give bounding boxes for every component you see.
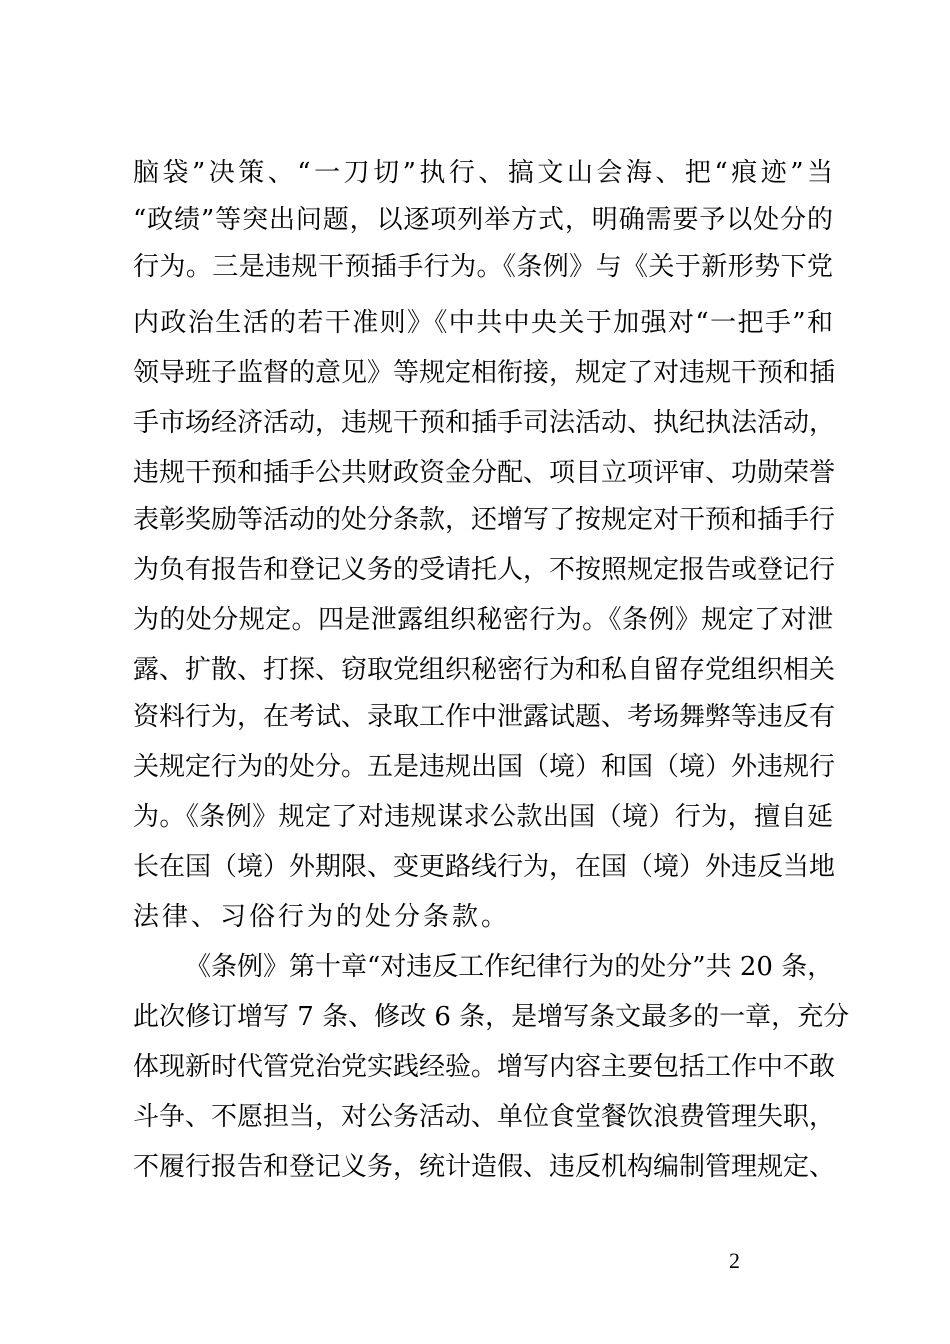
text-line: 脑袋”决策、“一刀切”执行、搞文山会海、把“痕迹”当 — [133, 158, 833, 188]
text-line: 行为。三是违规干预插手行为。《条例》与《关于新形势下党 — [133, 252, 833, 282]
text-line: 为的处分规定。四是泄露组织秘密行为。《条例》规定了对泄 — [133, 605, 833, 635]
paragraph-first-line: 《条例》第十章“对违反工作纪律行为的处分”共 20 条， — [185, 952, 834, 982]
text-line: 此次修订增写 7 条、修改 6 条，是增写条文最多的一章，充分 — [133, 1002, 850, 1032]
text-line: 不履行报告和登记义务，统计造假、违反机构编制管理规定、 — [133, 1152, 836, 1182]
text-line: 表彰奖励等活动的处分条款，还增写了按规定对干预和插手行 — [133, 505, 836, 535]
text-line: 体现新时代管党治党实践经验。增写内容主要包括工作中不敢 — [133, 1052, 836, 1082]
text-line: 长在国（境）外期限、变更路线行为，在国（境）外违反当地 — [133, 852, 836, 882]
text-line: 露、扩散、打探、窃取党组织秘密行为和私自留存党组织相关 — [133, 655, 836, 685]
text-line: “政绩”等突出问题，以逐项列举方式，明确需要予以处分的 — [133, 205, 833, 235]
text-line: 内政治生活的若干准则》《中共中央关于加强对“一把手”和 — [133, 308, 833, 338]
text-line: 斗争、不愿担当，对公务活动、单位食堂餐饮浪费管理失职， — [133, 1102, 836, 1132]
text-line: 为。《条例》规定了对违规谋求公款出国（境）行为，擅自延 — [133, 802, 833, 832]
text-line: 法律、习俗行为的处分条款。 — [133, 902, 511, 932]
text-line: 关规定行为的处分。五是违规出国（境）和国（境）外违规行 — [133, 752, 836, 782]
text-line: 为负有报告和登记义务的受请托人，不按照规定报告或登记行 — [133, 555, 836, 585]
text-line: 领导班子监督的意见》等规定相衔接，规定了对违规干预和插 — [133, 358, 836, 388]
text-line: 手市场经济活动，违规干预和插手司法活动、执纪执法活动， — [133, 408, 836, 438]
page-number: 2 — [729, 1248, 740, 1273]
text-line: 违规干预和插手公共财政资金分配、项目立项评审、功勋荣誉 — [133, 458, 836, 488]
text-line: 资料行为，在考试、录取工作中泄露试题、考场舞弊等违反有 — [133, 702, 836, 732]
